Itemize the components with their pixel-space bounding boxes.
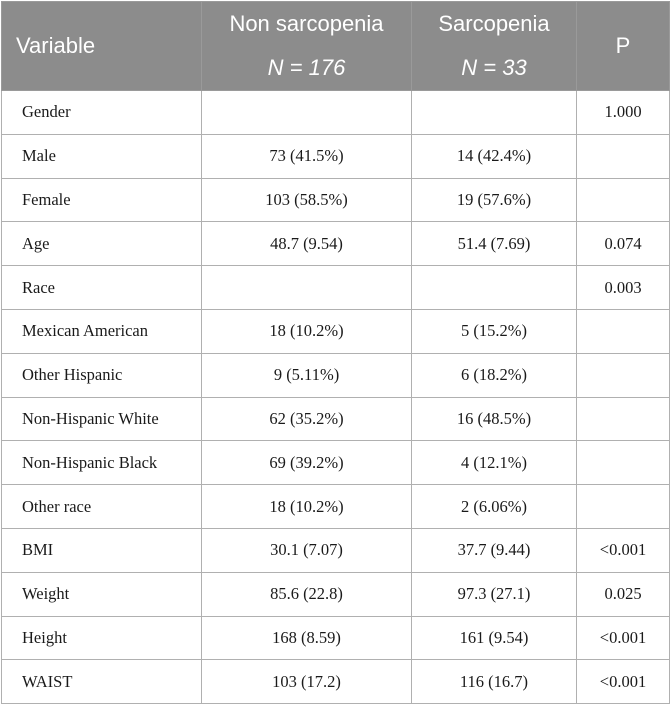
cell-sarcopenia: 5 (15.2%) xyxy=(412,309,577,353)
cell-p: 1.000 xyxy=(577,91,670,135)
cell-sarcopenia: 4 (12.1%) xyxy=(412,441,577,485)
cell-variable: Male xyxy=(2,134,202,178)
cell-non-sarcopenia: 69 (39.2%) xyxy=(202,441,412,485)
cell-variable: BMI xyxy=(2,528,202,572)
cell-sarcopenia: 116 (16.7) xyxy=(412,660,577,704)
cell-variable: Non-Hispanic Black xyxy=(2,441,202,485)
cell-non-sarcopenia: 103 (17.2) xyxy=(202,660,412,704)
cell-variable: Other race xyxy=(2,485,202,529)
table-row xyxy=(2,309,670,353)
header-sarcopenia-n: N = 33 xyxy=(461,55,527,80)
cell-variable: Female xyxy=(2,178,202,222)
cell-sarcopenia: 16 (48.5%) xyxy=(412,397,577,441)
cell-sarcopenia: 161 (9.54) xyxy=(412,616,577,660)
cell-p: 0.074 xyxy=(577,222,670,266)
cell-non-sarcopenia: 18 (10.2%) xyxy=(202,485,412,529)
cell-p: <0.001 xyxy=(577,616,670,660)
cell-variable: Gender xyxy=(2,91,202,135)
cell-non-sarcopenia: 73 (41.5%) xyxy=(202,134,412,178)
table-row xyxy=(2,528,670,572)
characteristics-table xyxy=(1,1,670,704)
header-variable: Variable xyxy=(2,2,202,91)
cell-non-sarcopenia xyxy=(202,91,412,135)
cell-non-sarcopenia: 9 (5.11%) xyxy=(202,353,412,397)
cell-p: 0.003 xyxy=(577,266,670,310)
cell-sarcopenia: 97.3 (27.1) xyxy=(412,572,577,616)
cell-p xyxy=(577,353,670,397)
table-row xyxy=(2,178,670,222)
table-row xyxy=(2,485,670,529)
cell-sarcopenia: 6 (18.2%) xyxy=(412,353,577,397)
cell-sarcopenia xyxy=(412,266,577,310)
table-header xyxy=(2,2,670,91)
header-sarcopenia-label: Sarcopenia xyxy=(438,11,550,36)
cell-variable: Other Hispanic xyxy=(2,353,202,397)
cell-p xyxy=(577,485,670,529)
cell-p xyxy=(577,309,670,353)
header-non-sarcopenia-n: N = 176 xyxy=(267,55,346,80)
cell-variable: Height xyxy=(2,616,202,660)
cell-variable: WAIST xyxy=(2,660,202,704)
table-row xyxy=(2,134,670,178)
table-body xyxy=(2,91,670,704)
cell-sarcopenia: 37.7 (9.44) xyxy=(412,528,577,572)
cell-sarcopenia: 51.4 (7.69) xyxy=(412,222,577,266)
cell-variable: Weight xyxy=(2,572,202,616)
table-row xyxy=(2,353,670,397)
cell-sarcopenia: 2 (6.06%) xyxy=(412,485,577,529)
table-row xyxy=(2,616,670,660)
table-row xyxy=(2,397,670,441)
cell-variable: Non-Hispanic White xyxy=(2,397,202,441)
header-non-sarcopenia xyxy=(202,2,412,91)
cell-p: <0.001 xyxy=(577,528,670,572)
table-row xyxy=(2,572,670,616)
cell-non-sarcopenia: 85.6 (22.8) xyxy=(202,572,412,616)
cell-non-sarcopenia: 103 (58.5%) xyxy=(202,178,412,222)
cell-sarcopenia: 19 (57.6%) xyxy=(412,178,577,222)
header-non-sarcopenia-label: Non sarcopenia xyxy=(229,11,384,36)
cell-non-sarcopenia: 30.1 (7.07) xyxy=(202,528,412,572)
cell-non-sarcopenia xyxy=(202,266,412,310)
table-row xyxy=(2,91,670,135)
cell-non-sarcopenia: 18 (10.2%) xyxy=(202,309,412,353)
cell-p xyxy=(577,441,670,485)
cell-sarcopenia xyxy=(412,91,577,135)
cell-non-sarcopenia: 48.7 (9.54) xyxy=(202,222,412,266)
cell-p xyxy=(577,178,670,222)
cell-variable: Age xyxy=(2,222,202,266)
table-row xyxy=(2,660,670,704)
cell-p xyxy=(577,397,670,441)
cell-non-sarcopenia: 168 (8.59) xyxy=(202,616,412,660)
cell-variable: Race xyxy=(2,266,202,310)
cell-p: 0.025 xyxy=(577,572,670,616)
table-row xyxy=(2,441,670,485)
cell-variable: Mexican American xyxy=(2,309,202,353)
table-row xyxy=(2,266,670,310)
cell-sarcopenia: 14 (42.4%) xyxy=(412,134,577,178)
cell-p: <0.001 xyxy=(577,660,670,704)
cell-p xyxy=(577,134,670,178)
header-sarcopenia xyxy=(412,2,577,91)
cell-non-sarcopenia: 62 (35.2%) xyxy=(202,397,412,441)
table-row xyxy=(2,222,670,266)
header-p: P xyxy=(577,2,670,91)
